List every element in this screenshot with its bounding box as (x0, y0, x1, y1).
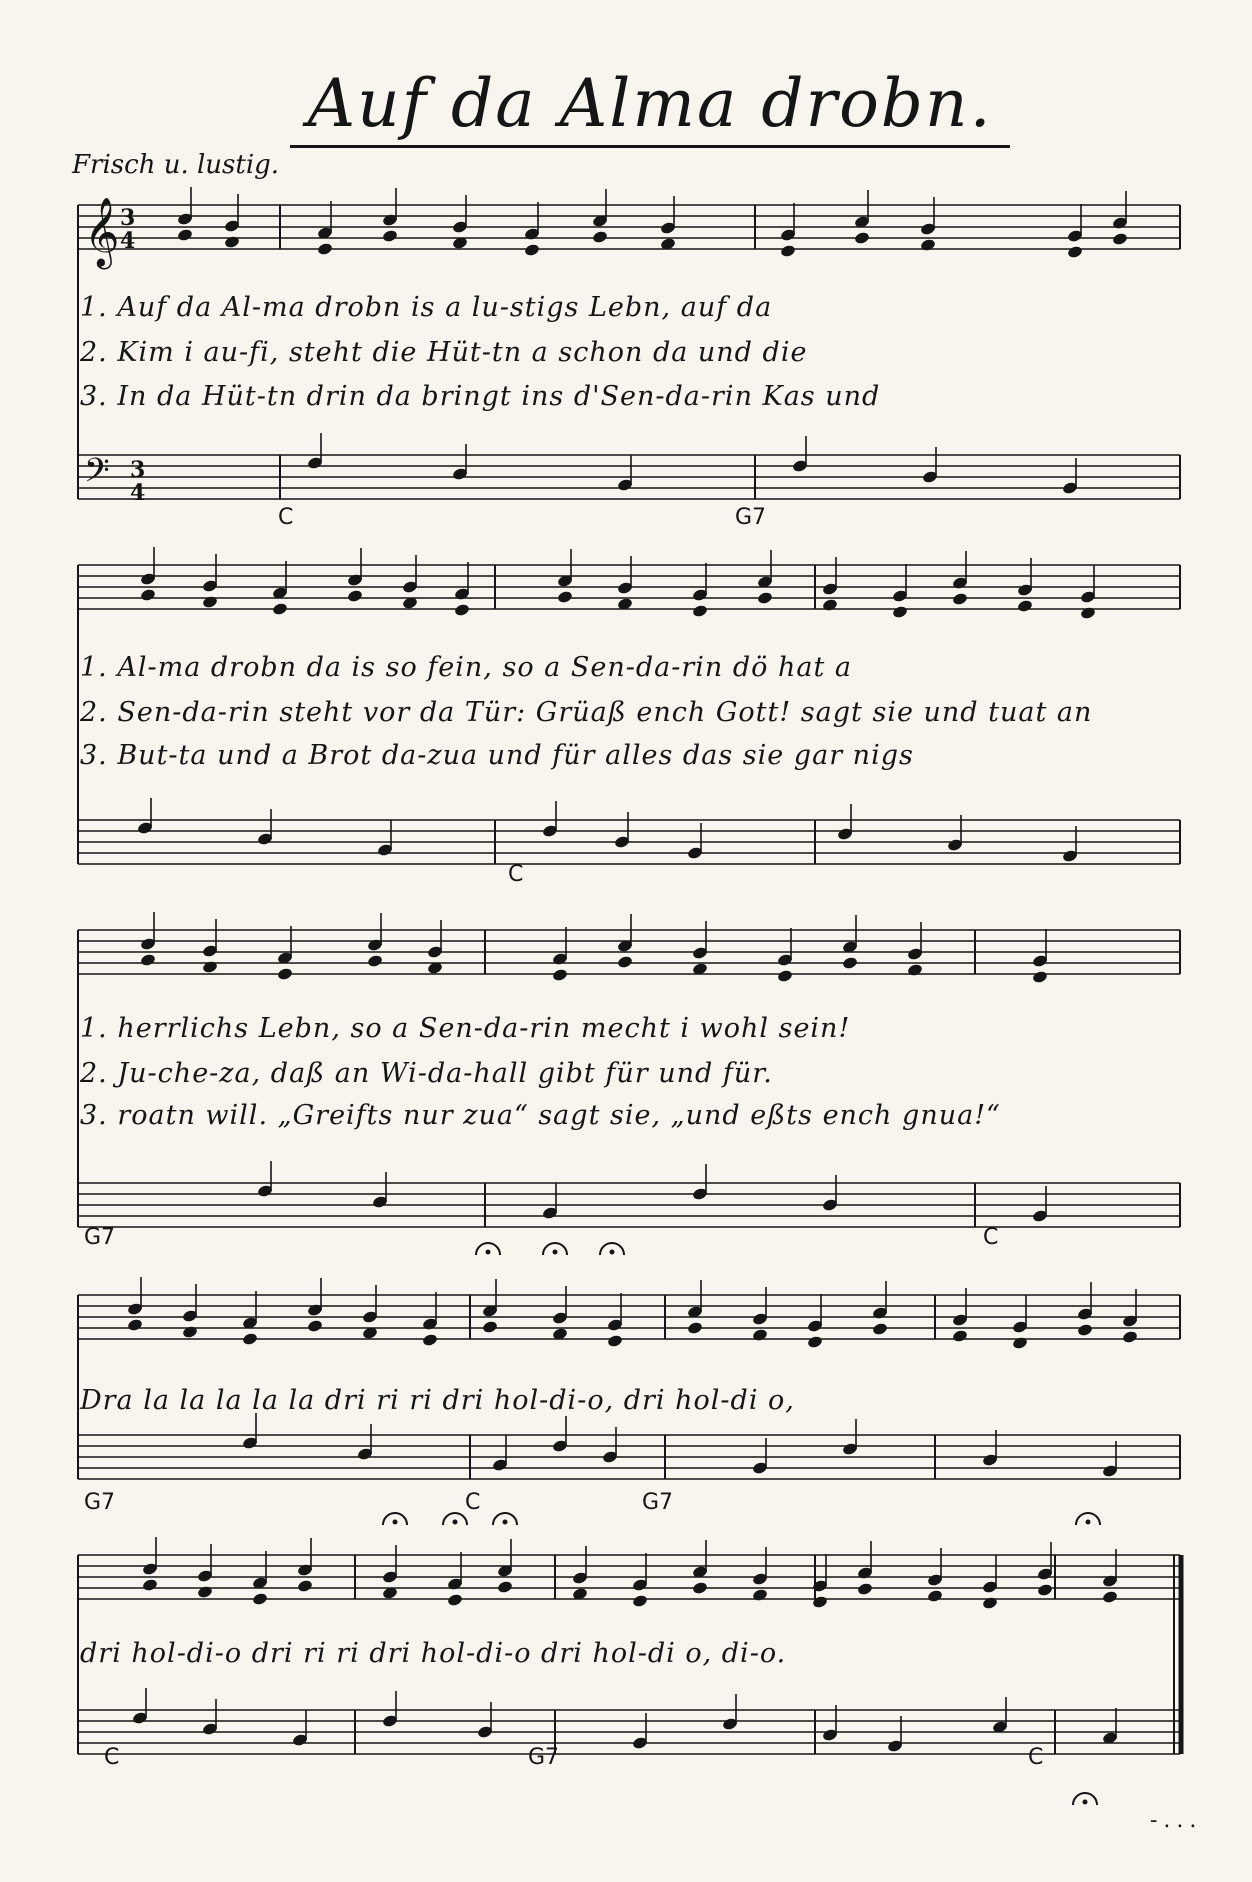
lyric-line: dri hol-di-o dri ri ri dri hol-di-o dri hol-di o, di-o. (80, 1638, 787, 1669)
melody-note (592, 230, 609, 244)
melody-note (252, 1592, 269, 1606)
melody-note (632, 1594, 649, 1608)
melody-note (382, 229, 399, 243)
melody-note (1112, 232, 1129, 246)
song-title: Auf da Alma drobn. (290, 68, 1010, 148)
melody-note (907, 963, 924, 977)
fermata-dot (553, 1250, 558, 1255)
melody-note (552, 968, 569, 982)
lyric-line: 2. Sen-da-rin steht vor da Tür: Grüaß ench Gott! sagt sie und tuat an (80, 697, 1093, 728)
melody-note (142, 1578, 159, 1592)
melody-note (140, 588, 157, 602)
melody-note (454, 603, 471, 617)
chord-symbol: G7 (735, 505, 767, 530)
time-signature-top: 3 (130, 457, 146, 483)
chord-symbol: C (508, 862, 524, 887)
melody-note (202, 960, 219, 974)
chord-symbol: C (104, 1745, 120, 1770)
melody-note (757, 591, 774, 605)
bass-clef: 𝄢 (84, 452, 110, 498)
melody-note (1077, 1323, 1094, 1337)
chord-symbol: G7 (84, 1225, 116, 1250)
melody-note (780, 244, 797, 258)
melody-note (607, 1334, 624, 1348)
melody-note (202, 595, 219, 609)
fermata-dot (393, 1520, 398, 1525)
melody-note (952, 1329, 969, 1343)
lyric-line: 2. Kim i au-fi, steht die Hüt-tn a schon da und die (80, 337, 808, 368)
melody-note (242, 1332, 259, 1346)
melody-note (482, 1320, 499, 1334)
melody-note (692, 604, 709, 618)
time-signature-bottom: 4 (130, 480, 146, 506)
fermata-dot (1083, 1800, 1088, 1805)
melody-note (422, 1333, 439, 1347)
melody-note (1080, 606, 1097, 620)
lyric-line: 3. In da Hüt-tn drin da bringt ins d'Sen-da-rin Kas und (80, 381, 881, 412)
melody-note (224, 235, 241, 249)
lyric-line: 1. Auf da Al-ma drobn is a lu-stigs Lebn, auf da (80, 292, 773, 323)
melody-note (687, 1321, 704, 1335)
melody-note (1032, 970, 1049, 984)
melody-note (127, 1318, 144, 1332)
melody-note (317, 242, 334, 256)
fermata-dot (1086, 1520, 1091, 1525)
lyric-line: 3. But-ta und a Brot da-zua und für alles das sie gar nigs (80, 740, 914, 771)
melody-note (807, 1335, 824, 1349)
melody-note (857, 1582, 874, 1596)
treble-clef: 𝄞 (84, 197, 120, 267)
chord-symbol: G7 (528, 1745, 560, 1770)
fermata-dot (503, 1520, 508, 1525)
lyric-line: 1. herrlichs Lebn, so a Sen-da-rin mecht i wohl sein! (80, 1013, 851, 1044)
tempo-marking: Frisch u. lustig. (72, 150, 280, 180)
chord-symbol: G7 (84, 1490, 116, 1515)
melody-note (182, 1325, 199, 1339)
chord-symbol: C (983, 1225, 999, 1250)
melody-note (842, 956, 859, 970)
footer-mark: -... (1150, 1808, 1203, 1833)
melody-note (277, 967, 294, 981)
melody-note (982, 1596, 999, 1610)
melody-note (920, 238, 937, 252)
melody-note (617, 955, 634, 969)
fermata-dot (610, 1250, 615, 1255)
melody-note (497, 1580, 514, 1594)
melody-note (1122, 1330, 1139, 1344)
lyric-line: 1. Al-ma drobn da is so fein, so a Sen-da-rin dö hat a (80, 652, 852, 683)
fermata-dot (486, 1250, 491, 1255)
melody-note (952, 592, 969, 606)
lyric-line: 2. Ju-che-za, daß an Wi-da-hall gibt für und für. (80, 1058, 773, 1089)
chord-symbol: G7 (642, 1490, 674, 1515)
chord-symbol: C (278, 505, 294, 530)
chord-symbol: C (465, 1490, 481, 1515)
melody-note (297, 1579, 314, 1593)
melody-note (1102, 1590, 1119, 1604)
melody-note (1067, 245, 1084, 259)
melody-note (1017, 599, 1034, 613)
melody-note (692, 1581, 709, 1595)
melody-note (1037, 1583, 1054, 1597)
melody-note (777, 969, 794, 983)
melody-note (367, 954, 384, 968)
melody-note (892, 605, 909, 619)
lyric-line: Dra la la la la la dri ri ri dri hol-di-o, dri hol-di o, (80, 1385, 795, 1416)
melody-note (752, 1588, 769, 1602)
melody-note (447, 1593, 464, 1607)
time-signature-top: 3 (120, 205, 136, 231)
melody-note (854, 231, 871, 245)
melody-note (197, 1585, 214, 1599)
fermata-dot (453, 1520, 458, 1525)
melody-note (1012, 1336, 1029, 1350)
melody-note (822, 598, 839, 612)
melody-note (177, 228, 194, 242)
melody-note (307, 1319, 324, 1333)
time-signature-bottom: 4 (120, 228, 136, 254)
chord-symbol: C (1028, 1745, 1044, 1770)
melody-note (524, 243, 541, 257)
lyric-line: 3. roatn will. „Greifts nur zua“ sagt sie, „und eßts ench gnua!“ (80, 1100, 1001, 1131)
melody-note (927, 1589, 944, 1603)
melody-note (272, 602, 289, 616)
melody-note (557, 590, 574, 604)
melody-note (347, 589, 364, 603)
melody-note (752, 1328, 769, 1342)
melody-note (140, 953, 157, 967)
melody-note (872, 1322, 889, 1336)
